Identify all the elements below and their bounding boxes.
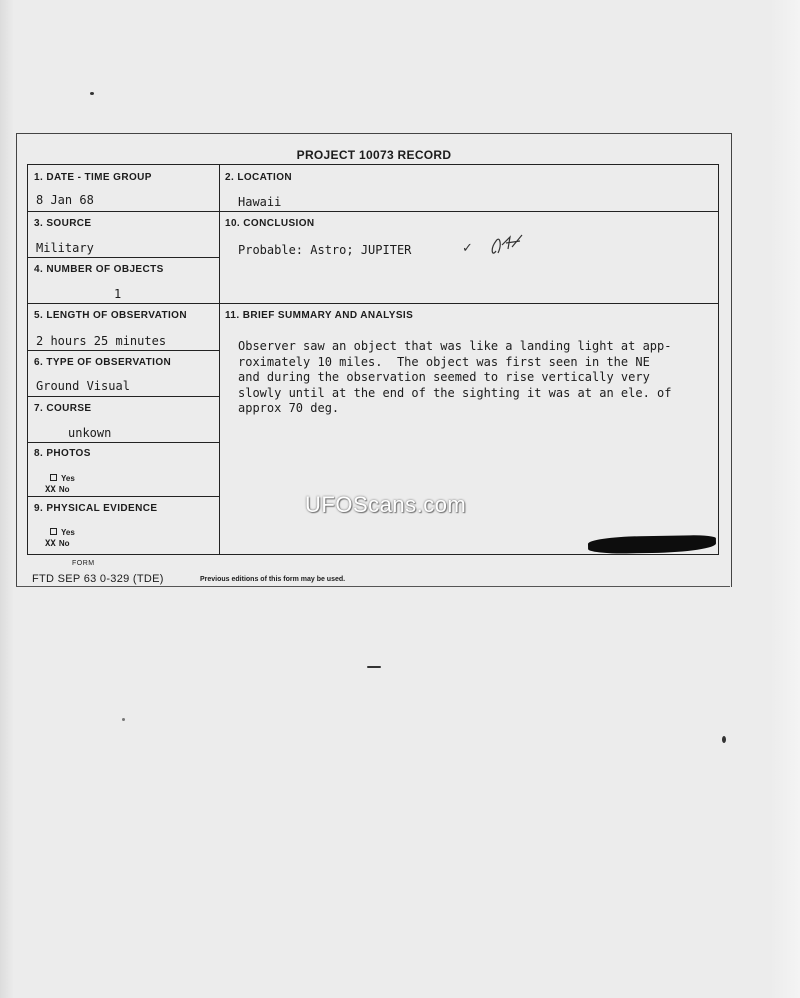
photos-yes-option (50, 474, 75, 483)
column-divider (219, 165, 220, 554)
row-divider (28, 211, 219, 212)
summary-text (238, 339, 718, 417)
form-bottom-border (16, 586, 730, 587)
row-divider (28, 442, 219, 443)
photos-no-mark: XX (45, 485, 56, 495)
photos-no-label: No (58, 485, 70, 494)
checkmark-icon: ✓ (462, 240, 473, 255)
location-value: Hawaii (238, 195, 282, 209)
type-of-observation-label: 6. TYPE OF OBSERVATION (34, 357, 172, 368)
conclusion-value: Probable: Astro; JUPITER (238, 243, 412, 257)
row-divider (28, 303, 718, 304)
row-divider (28, 396, 219, 397)
length-of-observation-value: 2 hours 25 minutes (36, 334, 167, 348)
summary-line: approx 70 deg. (238, 401, 340, 415)
number-of-objects-label: 4. NUMBER OF OBJECTS (34, 264, 164, 275)
page-left-edge (0, 0, 14, 998)
date-time-group-value: 8 Jan 68 (36, 193, 94, 207)
row-divider (28, 496, 219, 497)
summary-label: 11. BRIEF SUMMARY AND ANALYSIS (225, 310, 414, 321)
photos-yes-label: Yes (61, 474, 75, 483)
record-form (16, 133, 732, 587)
source-label: 3. SOURCE (34, 218, 92, 229)
row-divider (28, 350, 219, 351)
scan-speck (122, 718, 125, 721)
page-right-edge (770, 0, 800, 998)
scan-speck (367, 666, 381, 668)
row-divider (28, 257, 219, 258)
physical-evidence-no-mark: XX (45, 539, 56, 549)
course-value: unkown (68, 426, 112, 440)
source-value: Military (36, 241, 94, 255)
conclusion-label: 10. CONCLUSION (225, 218, 315, 229)
summary-line: slowly until at the end of the sighting it was at an ele. of (238, 385, 672, 400)
date-time-group-label: 1. DATE - TIME GROUP (34, 172, 152, 183)
watermark: UFOScans.com (305, 492, 467, 517)
physical-evidence-yes-option (50, 528, 75, 537)
course-label: 7. COURSE (34, 403, 92, 414)
form-id: FTD SEP 63 0-329 (TDE) (32, 573, 164, 585)
form-note: Previous editions of this form may be used. (200, 576, 346, 583)
scan-speck (722, 736, 726, 743)
row-divider (219, 211, 718, 212)
length-of-observation-label: 5. LENGTH OF OBSERVATION (34, 310, 187, 321)
checkbox-icon (50, 474, 57, 481)
summary-line: roximately 10 miles. The object was first seen in the NE (238, 354, 650, 369)
summary-line: Observer saw an object that was like a landing light at app- (238, 339, 672, 353)
checkbox-icon (50, 528, 57, 535)
location-label: 2. LOCATION (225, 172, 292, 183)
form-title: PROJECT 10073 RECORD (296, 148, 452, 162)
scan-speck (90, 92, 94, 95)
photos-no-option (45, 485, 70, 495)
number-of-objects-value: 1 (114, 287, 122, 301)
physical-evidence-label: 9. PHYSICAL EVIDENCE (34, 503, 158, 514)
type-of-observation-value: Ground Visual (36, 379, 130, 393)
handwritten-initials-icon (488, 231, 528, 259)
form-label: FORM (72, 560, 95, 567)
physical-evidence-no-option (45, 539, 70, 549)
summary-line: and during the observation seemed to rise vertically very (238, 370, 650, 384)
physical-evidence-yes-label: Yes (61, 528, 75, 537)
physical-evidence-no-label: No (58, 539, 70, 548)
photos-label: 8. PHOTOS (34, 448, 91, 459)
